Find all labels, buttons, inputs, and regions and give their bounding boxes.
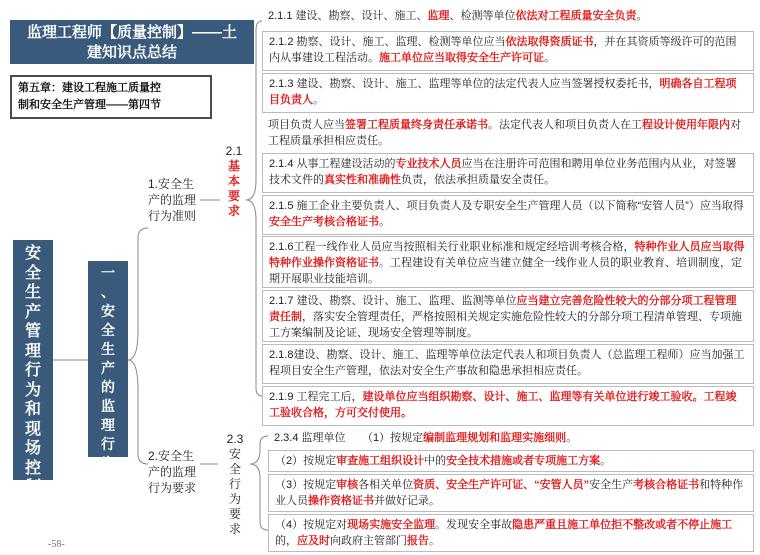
- branch-b-line-3: 行为要求: [148, 481, 197, 495]
- highlight-text: 应及时: [297, 535, 330, 547]
- level1-node-char: 行: [101, 436, 115, 452]
- body-text: ，落实安全管理责任，严格按照相关规定实施危险性较大的分部分项工程清单管理、专项施工方案编制及论证、现场安全管理等制度。: [269, 311, 742, 339]
- highlight-text: 签署工程质量终身责任承诺书: [345, 119, 488, 131]
- branch-b-line-1: 2.安全生: [148, 449, 195, 463]
- basic-requirement-item: [262, 344, 754, 384]
- highlight-text: 特种作业人员应当取得特种作业操作资格证书: [269, 241, 745, 269]
- page-number: -58-: [48, 539, 65, 550]
- basic-requirement-item: [262, 195, 754, 235]
- body-text: 各相关单位: [358, 479, 414, 491]
- body-text: 和特种作业人员: [275, 479, 744, 507]
- supervision-requirement-item: [268, 450, 754, 472]
- branch-a-line-1: 1.安全生: [148, 177, 195, 191]
- root-node-char: 全: [24, 264, 41, 282]
- body-text: 2.1.6工程一线作业人员应当按照相关行业职业标准和规定经培训考核合格，: [269, 241, 635, 253]
- body-text: 的，: [275, 535, 297, 547]
- level1-node-char: 为: [101, 455, 115, 471]
- body-text: 安全生产: [589, 479, 634, 491]
- body-text: 。: [600, 455, 612, 467]
- highlight-text: 现场实施安全监理: [347, 519, 436, 531]
- body-text: 。: [544, 52, 555, 64]
- body-text: （2）按规定: [275, 455, 337, 467]
- chapter-line-2: 制和安全生产管理——第四节: [18, 99, 161, 111]
- highlight-text: 专业技术人员: [395, 158, 462, 170]
- body-text: 。工程建设有关单位应当建立健全一线作业人员的职业教育、培训制度，定期开展职业技能培训。: [269, 257, 742, 285]
- level1-node-char: 安: [101, 303, 115, 319]
- branch-b-line-2: 产的监理: [148, 465, 197, 479]
- level1-node-char: 全: [101, 322, 115, 338]
- root-node-char: 理: [24, 342, 41, 360]
- body-text: （4）按规定对: [275, 519, 348, 531]
- highlight-text: 审核: [336, 479, 359, 491]
- section-21-title-char: 基: [227, 159, 240, 173]
- section-23-title-char: 行: [228, 477, 241, 491]
- title-line-2: 建知识点总结: [86, 44, 177, 61]
- supervision-requirement-item: [268, 474, 754, 512]
- branch-a-line-3: 行为准则: [148, 209, 197, 223]
- root-node-char: 制: [24, 479, 41, 496]
- body-text: 。: [429, 535, 440, 547]
- document-title: [10, 20, 254, 64]
- root-node-char: 行: [24, 362, 41, 379]
- basic-requirement-item: [262, 290, 754, 342]
- level1-node-char: 理: [101, 417, 115, 433]
- level1-node-char: 生: [101, 341, 115, 357]
- basic-requirement-item: [262, 6, 754, 28]
- level1-to-branch-b-line: [128, 360, 148, 464]
- body-text: 2.1.7 建设、勘察、设计、施工、监理、监测等单位: [269, 295, 517, 307]
- root-node: [13, 240, 53, 496]
- basic-requirement-item: [262, 236, 754, 288]
- body-text: 项目负责人应当: [268, 119, 345, 131]
- highlight-text: 依法取得资质证书: [505, 36, 594, 48]
- section-23-title-char: 为: [228, 492, 241, 506]
- basic-requirement-item: [262, 386, 754, 426]
- highlight-text: 真实性和准确性: [324, 174, 401, 186]
- body-text: 2.3.4 监理单位 （1）按规定: [274, 432, 424, 444]
- body-text: 。法定代表人和项目负责人在工: [488, 119, 642, 131]
- supervision-requirement-item: [268, 428, 754, 448]
- title-line-1: 监理工程师【质量控制】——土: [26, 24, 237, 41]
- section-23-lower-line: [250, 464, 268, 530]
- body-text: 2.1.4 从事工程建设活动的: [269, 158, 396, 170]
- root-node-char: 生: [24, 284, 41, 301]
- section-23-title-char: 安: [228, 447, 241, 461]
- body-text: ，并在其资质等级许可的范围内从事建设工程活动。: [269, 36, 737, 64]
- branch-a-label: [148, 176, 196, 224]
- level1-node-char: 一: [101, 265, 115, 281]
- root-node-char: 和: [24, 401, 41, 418]
- highlight-text: 施工单位应当取得安全生产许可证: [379, 52, 544, 64]
- body-text: 2.1.3 建设、勘察、设计、施工、监理等单位的法定代表人应当签署授权委托书，: [269, 78, 660, 90]
- body-text: 。: [379, 216, 390, 228]
- highlight-text: 建设单位应当组织勘察、设计、施工、监理等有关单位进行竣工验收。工程竣工验收合格，方可交付使用。: [269, 391, 737, 419]
- highlight-text: 程设计使用年限内: [642, 119, 730, 131]
- body-text: 中的: [424, 455, 447, 467]
- body-text: （3）按规定: [275, 479, 337, 491]
- section-21-title-char: 求: [227, 204, 240, 218]
- highlight-text: 审查施工组织设计: [336, 455, 425, 467]
- highlight-text: 明确各自工程项目负责人: [269, 78, 737, 106]
- section-23-title-char: 全: [228, 462, 241, 476]
- highlight-text: 操作资格证书: [308, 495, 374, 507]
- section-23-upper-line: [250, 436, 268, 464]
- body-text: 2.1.8建设、勘察、设计、施工、监理等单位法定代表人和项目负责人（总监理工程师）应当加强工程项目安全生产管理，依法对安全生产事故和隐患承担相应责任。: [269, 349, 745, 377]
- highlight-text: 编制监理规划和监理实施细则: [423, 432, 567, 444]
- section-21-number: 2.1: [225, 144, 243, 158]
- body-text: 对工程质量承担相应责任。: [268, 119, 741, 147]
- level1-node-char: 监: [101, 398, 115, 414]
- highlight-text: 安全技术措施或者专项施工方案: [446, 455, 601, 467]
- body-text: 负责，依法承担质量安全责任。: [401, 174, 555, 186]
- basic-requirement-item: [262, 115, 754, 151]
- body-text: 2.1.9 工程完工后，: [269, 391, 363, 403]
- body-text: 。: [566, 432, 578, 444]
- root-node-char: 控: [24, 459, 41, 477]
- body-text: 2.1.2 勘察、设计、施工、监理、检测等单位应当: [269, 36, 506, 48]
- section-21-title-char: 要: [227, 189, 240, 203]
- section-23-title-char: 求: [228, 522, 241, 536]
- section-21-node: [222, 144, 246, 219]
- highlight-text: 资质、安全生产许可证、“安管人员”: [413, 479, 590, 491]
- highlight-text: 监理: [427, 10, 450, 22]
- body-text: 。: [636, 10, 648, 22]
- section-21-lower-line: [246, 200, 262, 396]
- root-node-char: 场: [24, 440, 41, 457]
- section-23-title-char: 要: [228, 507, 241, 521]
- highlight-text: 依法对工程质量安全负责: [515, 10, 637, 22]
- basic-requirement-item: [262, 153, 754, 193]
- body-text: 。发现安全事故: [435, 519, 513, 531]
- level1-to-branch-a-line: [128, 228, 148, 360]
- root-node-char: 现: [24, 420, 41, 438]
- body-text: 2.1.5 施工企业主要负责人、项目负责人及专职安全生产管理人员（以下简称“安管人员”）应当取得: [269, 200, 744, 212]
- root-node-char: 为: [24, 381, 41, 399]
- level1-node-char: 产: [101, 360, 115, 376]
- highlight-text: 报告: [407, 535, 429, 547]
- body-text: 、检测等单位: [449, 10, 516, 22]
- highlight-text: 隐患严重且施工单位拒不整改或者不停止施工: [512, 519, 733, 531]
- section-21-title: [222, 159, 246, 219]
- chapter-line-1: 第五章：建设工程施工质量控: [18, 82, 161, 94]
- body-text: 应当在注册许可范围和聘用单位业务范围内从业，对签署技术文件的: [269, 158, 737, 186]
- level1-node-char: 的: [101, 379, 115, 395]
- root-node-char: 管: [24, 323, 41, 340]
- basic-requirement-item: [262, 31, 754, 71]
- body-text: 。: [313, 94, 324, 106]
- section-23-number: 2.3: [226, 432, 244, 446]
- body-text: 并做好记录。: [374, 495, 440, 507]
- section-23-title: [222, 447, 248, 537]
- supervision-requirement-item: [268, 514, 754, 552]
- highlight-text: 安全生产考核合格证书: [269, 216, 379, 228]
- chapter-heading: [10, 75, 212, 119]
- section-23-node: [222, 432, 248, 537]
- branch-a-line-2: 产的监理: [148, 193, 197, 207]
- basic-requirement-item: [262, 73, 754, 113]
- root-node-char: 安: [24, 245, 41, 262]
- highlight-text: 应当建立完善危险性较大的分部分项工程管理责任制: [269, 295, 737, 323]
- highlight-text: 考核合格证书: [633, 479, 700, 491]
- body-text: 2.1.1 建设、勘察、设计、施工、: [268, 10, 428, 22]
- root-node-char: 产: [24, 303, 41, 321]
- branch-b-label: [148, 448, 196, 496]
- level1-node-char: 、: [101, 284, 115, 300]
- section-21-title-char: 本: [227, 174, 240, 188]
- body-text: 向政府主管部门: [330, 535, 407, 547]
- level1-node: [88, 261, 128, 471]
